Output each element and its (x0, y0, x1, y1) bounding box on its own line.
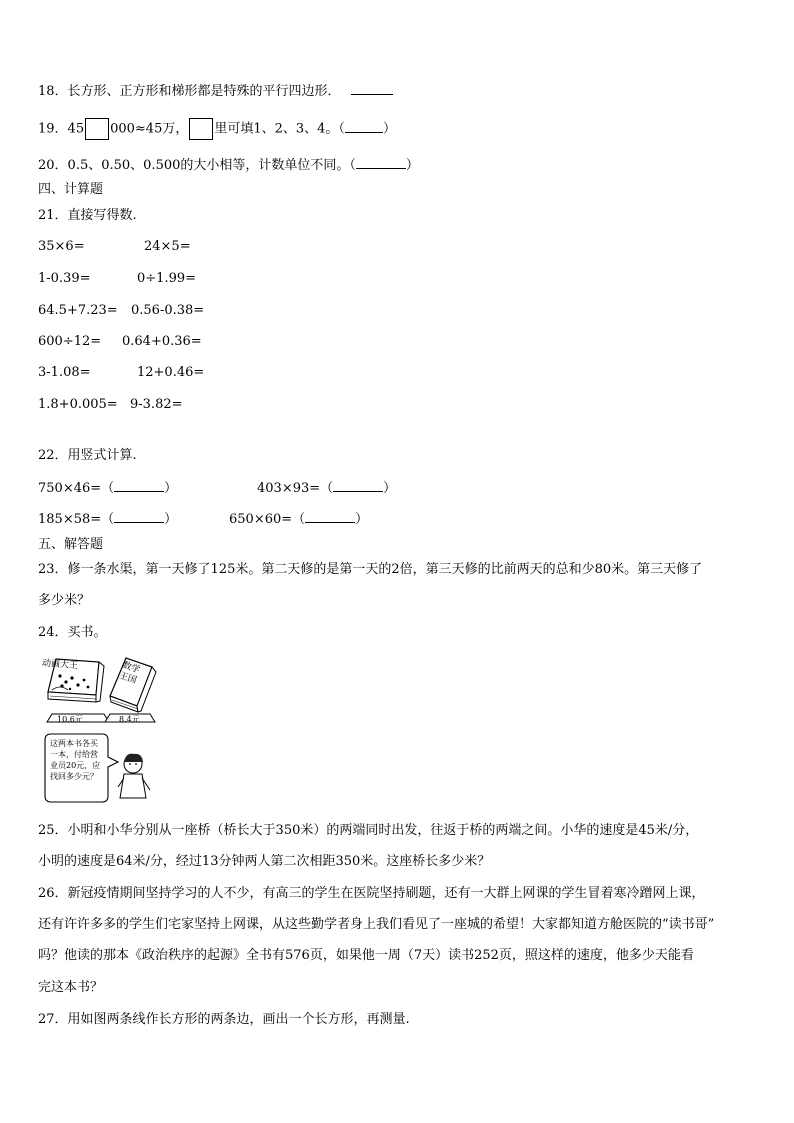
answer-blank[interactable] (305, 510, 355, 523)
bubble-line: 业员20元，应 (50, 761, 101, 770)
bubble-line: 一本，付给营 (50, 750, 98, 759)
answer-blank[interactable] (356, 156, 406, 169)
book-1-title: 动画大王 (41, 658, 79, 672)
question-21-title: 21．直接写得数. (38, 208, 137, 223)
digit-box[interactable] (189, 118, 213, 140)
calc-item: 0÷1.99= (137, 271, 197, 286)
question-27-text: 27．用如图两条线作长方形的两条边，画出一个长方形，再测量. (38, 1012, 410, 1027)
calc-item: 1-0.39= (38, 271, 91, 286)
question-26-line3: 吗？他读的那本《政治秩序的起源》全书有576页，如果他一周（7天）读书252页，照这样的速度，他多少天能看 (38, 948, 694, 963)
calc-expr: 650×60=（ (229, 512, 306, 527)
vertical-calc-item (257, 479, 396, 498)
calc-end: ） (164, 481, 178, 496)
speech-bubble-text (50, 738, 106, 782)
answer-blank[interactable] (114, 510, 164, 523)
question-25-line1: 25．小明和小华分别从一座桥（桥长大于350米）的两端同时出发，往返于桥的两端之间。小华的速度是45米/分， (38, 823, 699, 838)
question-24-title: 24．买书。 (38, 625, 107, 640)
calc-end: ） (355, 512, 369, 527)
question-19-part3: 里可填1、2、3、4。（ (214, 121, 345, 137)
vertical-calc-item (38, 479, 177, 498)
digit-box[interactable] (85, 118, 109, 140)
question-19-part1: 19．45 (38, 121, 85, 137)
question-18 (38, 82, 393, 101)
calc-item: 600÷12= (38, 334, 102, 349)
answer-blank[interactable] (333, 479, 383, 492)
bubble-line: 这两本书各买 (50, 739, 98, 748)
question-19-part2: 000≈45万， (110, 121, 189, 137)
calc-item: 35×6= (38, 239, 85, 254)
book-2-price: 8.4元 (119, 715, 140, 724)
calc-item: 1.8+0.005= (38, 397, 118, 412)
calc-expr: 750×46=（ (38, 481, 115, 496)
vertical-calc-item (229, 510, 368, 529)
question-23-line2: 多少米？ (38, 593, 91, 608)
child-figure-icon (118, 754, 150, 798)
question-26-line1: 26．新冠疫情期间坚持学习的人不少，有高三的学生在医院坚持刷题，还有一大群上网课的学生冒着寒冷蹭网上课， (38, 886, 705, 901)
answer-blank[interactable] (351, 82, 393, 95)
vertical-calc-item (38, 510, 177, 529)
calc-expr: 185×58=（ (38, 512, 115, 527)
section-5-title: 五、解答题 (38, 537, 104, 552)
answer-blank[interactable] (345, 120, 383, 133)
calc-item: 3-1.08= (38, 365, 91, 380)
calc-item: 9-3.82= (130, 397, 183, 412)
question-20 (38, 156, 419, 175)
calc-end: ） (383, 481, 397, 496)
question-18-text: 18．长方形、正方形和梯形都是特殊的平行四边形． (38, 84, 341, 99)
question-19-part4: ） (382, 121, 396, 137)
question-23-line1: 23．修一条水渠，第一天修了125米。第二天修的是第一天的2倍，第三天修的比前两天的总和少80米。第三天修了 (38, 562, 703, 577)
question-26-line2: 还有许许多多的学生们宅家坚持上网课，从这些勤学者身上我们看见了一座城的希望！大家都知道方舱医院的“读书哥” (38, 917, 715, 932)
calc-item: 24×5= (144, 239, 191, 254)
question-26-line4: 完这本书？ (38, 980, 104, 995)
question-20-text: 20．0.5、0.50、0.500的大小相等，计数单位不同。（ (38, 158, 356, 173)
book-2-title: 数学王国 (117, 660, 142, 687)
calc-item: 0.56-0.38= (131, 303, 205, 318)
question-20-end: ） (405, 158, 419, 173)
book-1-price: 10.6元 (57, 715, 83, 724)
bubble-line: 找回多少元？ (50, 772, 98, 781)
calc-item: 64.5+7.23= (38, 303, 118, 318)
question-22-title: 22．用竖式计算. (38, 448, 137, 463)
answer-blank[interactable] (114, 479, 164, 492)
question-19 (38, 118, 396, 140)
section-4-title: 四、计算题 (38, 182, 104, 197)
calc-item: 0.64+0.36= (122, 334, 202, 349)
calc-item: 12+0.46= (137, 365, 205, 380)
question-25-line2: 小明的速度是64米/分，经过13分钟两人第二次相距350米。这座桥长多少米？ (38, 854, 491, 869)
calc-end: ） (164, 512, 178, 527)
calc-expr: 403×93=（ (257, 481, 334, 496)
